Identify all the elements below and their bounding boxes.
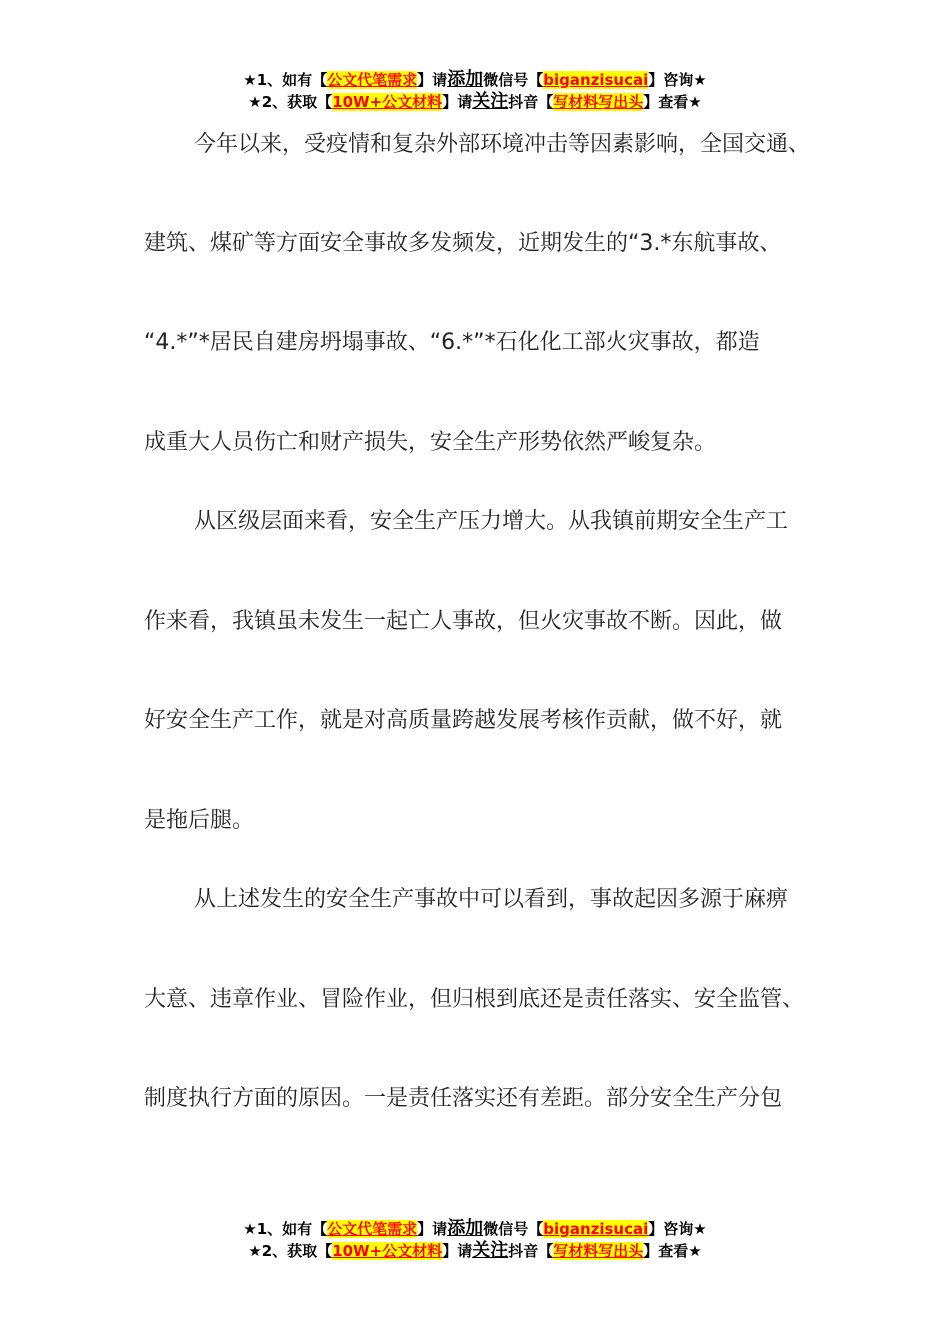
highlight-materials: 10W+公文材料 — [332, 93, 443, 111]
paragraph-1-line-1: 今年以来，受疫情和复杂外部环境冲击等因素影响，全国交通、 — [194, 132, 811, 157]
top-banner — [0, 69, 950, 113]
bottom-banner — [0, 1218, 950, 1262]
banner-line-2: ★2、获取【10W+公文材料】请关注抖音【写材料写出头】查看★ — [248, 1240, 702, 1261]
paragraph-1-line-3: “4.*”*居民自建房坍塌事故、“6.*”*石化化工部火灾事故，都造 — [144, 330, 760, 355]
highlight-wechat-id: biganzisucai — [543, 71, 649, 89]
banner-line-1: ★1、如有【公文代笔需求】请添加微信号【biganzisucai】咨询★ — [243, 69, 707, 90]
paragraph-2-line-2: 作来看，我镇虽未发生一起亡人事故，但火灾事故不断。因此，做 — [144, 609, 783, 634]
paragraph-2-line-3: 好安全生产工作，就是对高质量跨越发展考核作贡献，做不好，就 — [144, 708, 783, 733]
banner-line-1: ★1、如有【公文代笔需求】请添加微信号【biganzisucai】咨询★ — [243, 1218, 707, 1239]
paragraph-3-line-1: 从上述发生的安全生产事故中可以看到，事故起因多源于麻痹 — [194, 887, 789, 912]
highlight-materials: 10W+公文材料 — [332, 1242, 443, 1260]
highlight-service: 公文代笔需求 — [327, 71, 418, 89]
paragraph-3-line-2: 大意、违章作业、冒险作业，但归根到底还是责任落实、安全监管、 — [144, 987, 805, 1012]
paragraph-1-line-4: 成重大人员伤亡和财产损失，安全生产形势依然严峻复杂。 — [144, 430, 717, 455]
highlight-douyin-account: 写材料写出头 — [553, 1242, 644, 1260]
paragraph-1-line-2: 建筑、煤矿等方面安全事故多发频发，近期发生的“3.*东航事故、 — [144, 231, 782, 256]
highlight-wechat-id: biganzisucai — [543, 1220, 649, 1238]
banner-line-2: ★2、获取【10W+公文材料】请关注抖音【写材料写出头】查看★ — [248, 91, 702, 112]
paragraph-2-line-4: 是拖后腿。 — [144, 808, 255, 833]
highlight-service: 公文代笔需求 — [327, 1220, 418, 1238]
paragraph-2-line-1: 从区级层面来看，安全生产压力增大。从我镇前期安全生产工 — [194, 509, 789, 534]
paragraph-3-line-3: 制度执行方面的原因。一是责任落实还有差距。部分安全生产分包 — [144, 1086, 783, 1111]
highlight-douyin-account: 写材料写出头 — [553, 93, 644, 111]
